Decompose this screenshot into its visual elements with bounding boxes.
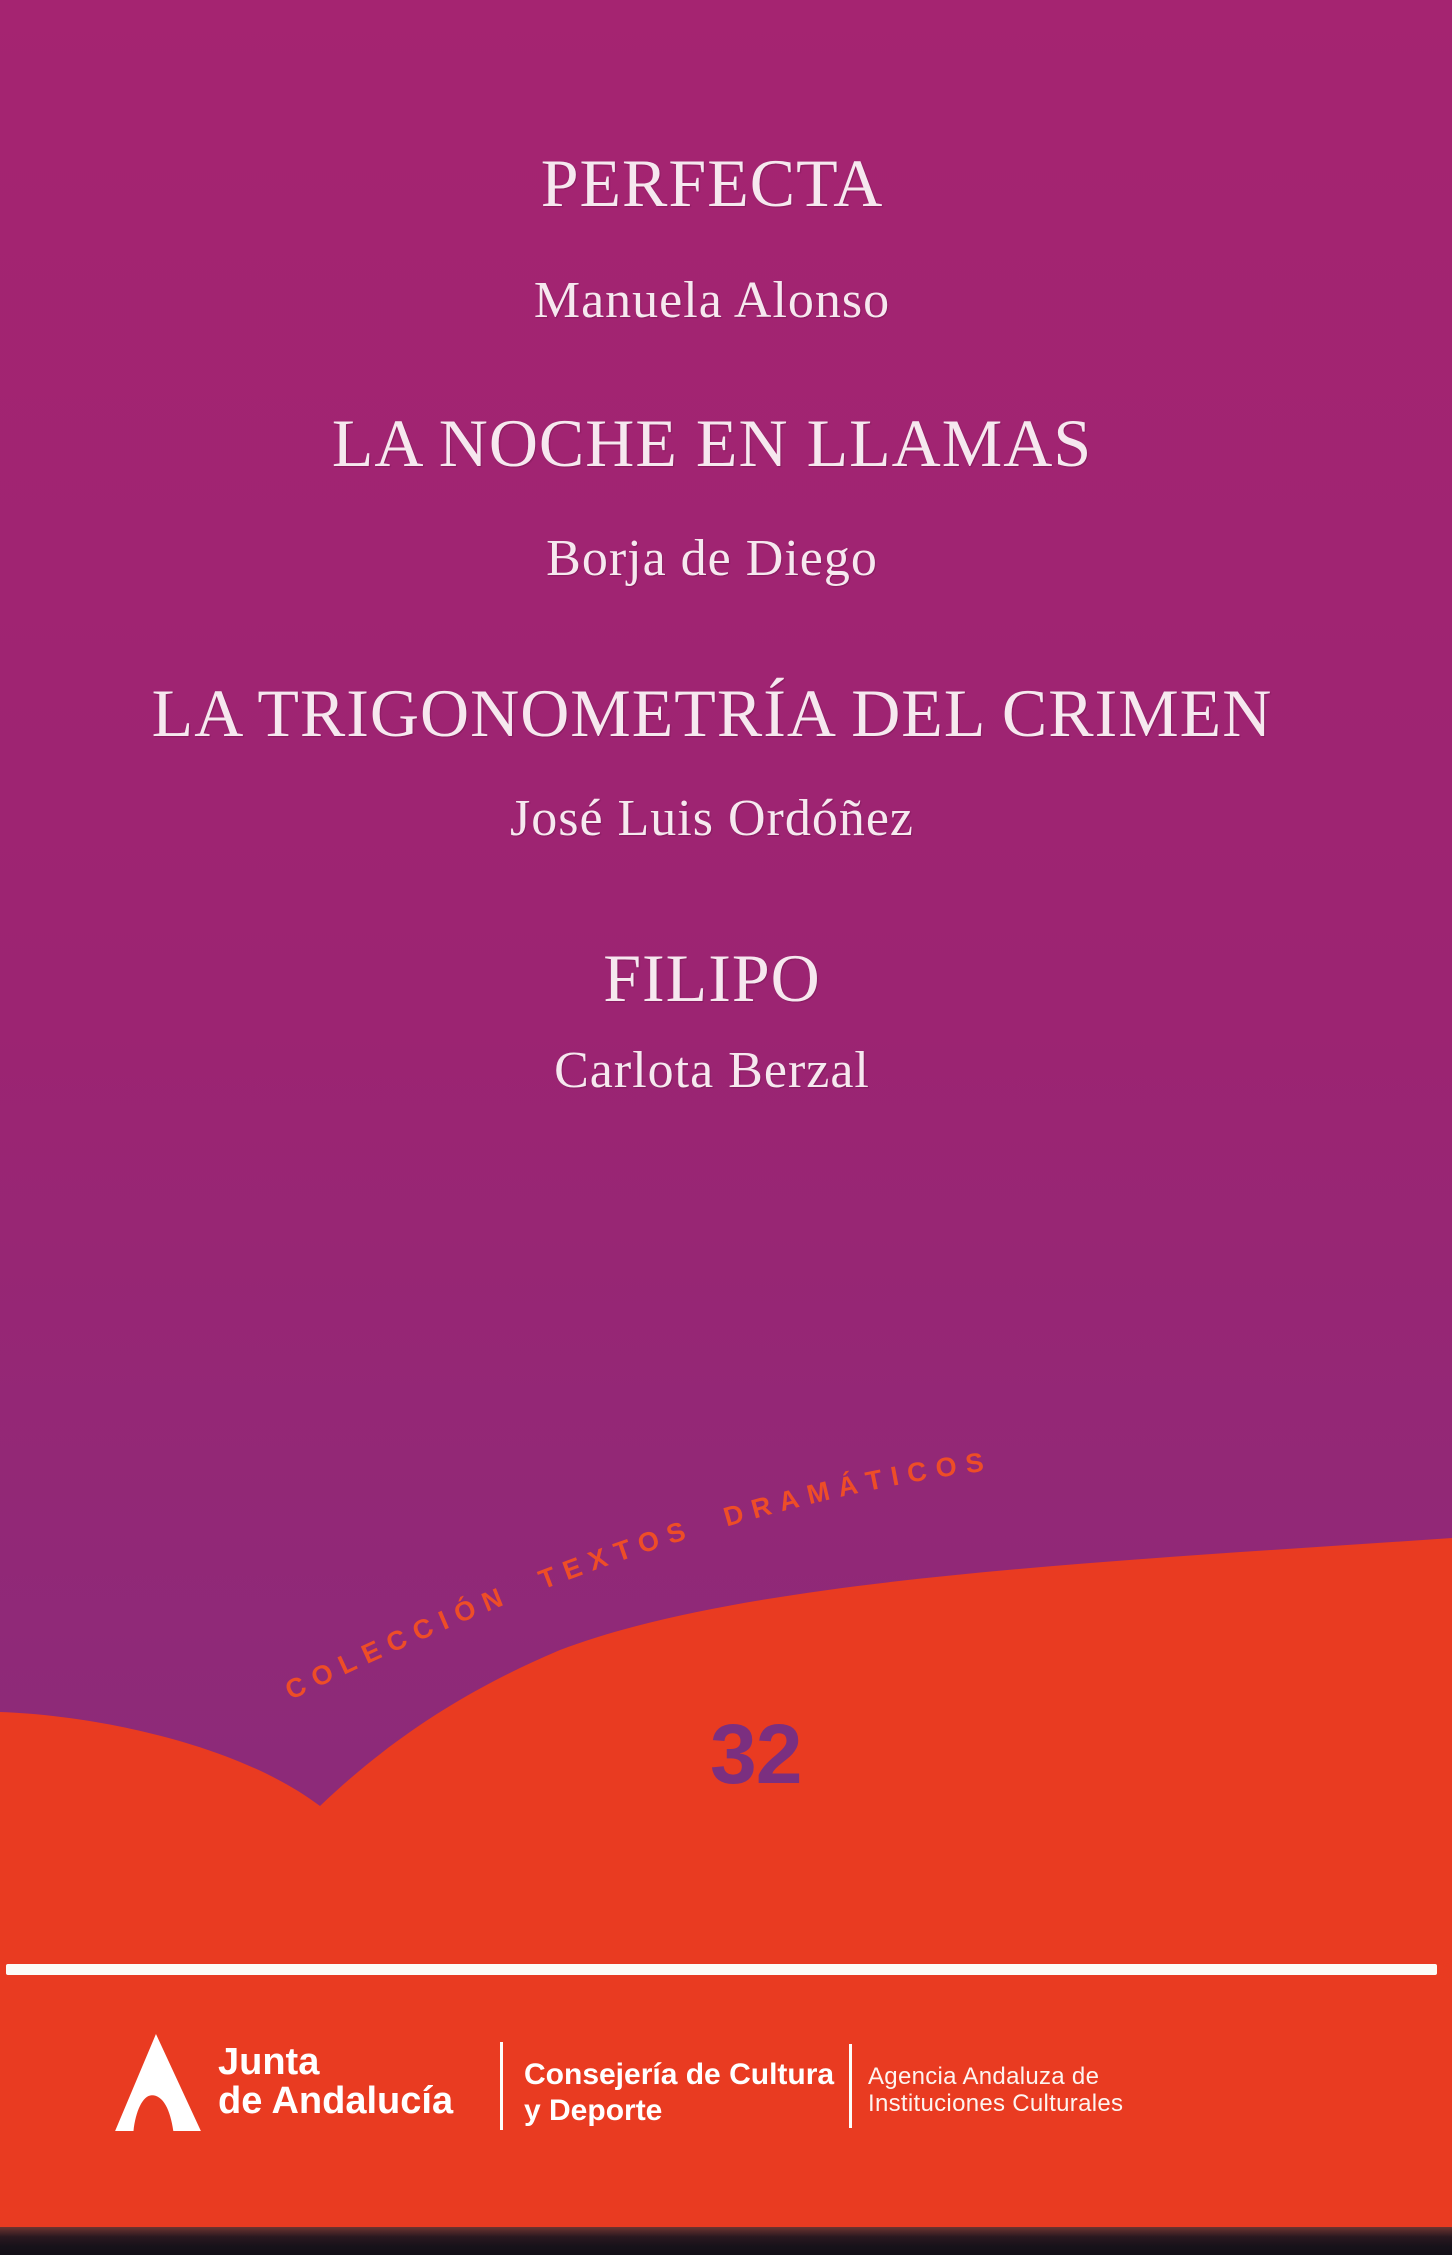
footer-rule — [6, 1964, 1437, 1975]
agency-name-line2: Instituciones Culturales — [868, 2090, 1124, 2117]
work-author-perfecta: Manuela Alonso — [533, 272, 891, 329]
scan-edge-shadow — [0, 2227, 1452, 2255]
volume-number: 32 — [710, 1707, 802, 1801]
department-name-line1: Consejería de Cultura — [524, 2058, 835, 2091]
work-title-filipo: FILIPO — [603, 940, 821, 1016]
government-name-line2: de Andalucía — [218, 2080, 454, 2122]
department-name-line2: y Deporte — [524, 2094, 663, 2127]
footer-divider — [500, 2042, 503, 2130]
work-author-la-noche: Borja de Diego — [546, 530, 878, 587]
work-title-la-noche: LA NOCHE EN LLAMAS — [331, 405, 1093, 481]
work-title-perfecta: PERFECTA — [540, 145, 884, 221]
agency-name — [868, 2063, 1123, 2117]
department-name — [524, 2057, 834, 2129]
agency-name-line1: Agencia Andaluza de — [868, 2063, 1100, 2090]
work-title-trigonometria: LA TRIGONOMETRÍA DEL CRIMEN — [151, 675, 1273, 751]
junta-de-andalucia-logo-icon — [115, 2034, 201, 2131]
work-author-trigonometria: José Luis Ordóñez — [509, 790, 915, 847]
open-book-red-band — [0, 1538, 1452, 2255]
footer-divider — [849, 2044, 852, 2128]
government-name-line1: Junta — [218, 2041, 320, 2083]
collection-arc-text: COLECCIÓN TEXTOS DRAMÁTICOS — [280, 1445, 995, 1706]
work-author-filipo: Carlota Berzal — [554, 1042, 870, 1099]
government-name — [218, 2043, 453, 2121]
